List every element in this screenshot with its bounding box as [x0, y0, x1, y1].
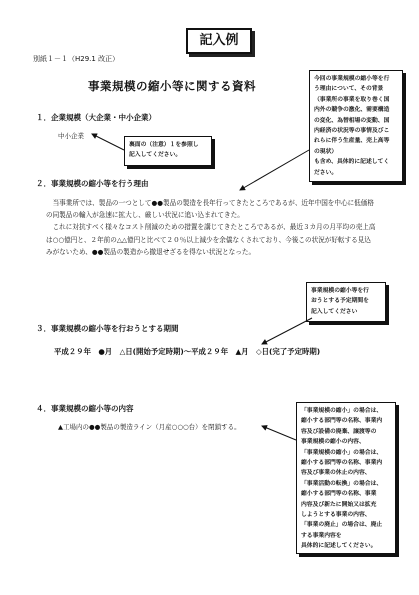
content-note-line: 内容及び新たに開始又は拡充: [301, 501, 377, 508]
period-arrow: [262, 318, 312, 344]
content-note-line: 「事業規模の縮小」の場合は、: [301, 408, 383, 414]
content-arrow: [262, 426, 296, 440]
document-badge: 記入例: [186, 28, 252, 54]
reduction-content: ▲工場内の●●製品の製造ライン（月産○○○台）を閉鎖する。: [58, 423, 241, 431]
reason-note-line: 内経済の状況等の事情及びこ: [314, 128, 390, 135]
reason-note-line: の現状）: [314, 148, 338, 155]
form-number: 別紙１－１（H29.1 改正）: [33, 55, 120, 63]
content-note-line: 容及び設備の廃棄、譲渡等の: [301, 428, 377, 435]
reason-note-line: う理由について、その背景: [314, 86, 384, 93]
company-size-value: 中小企業: [58, 132, 84, 140]
section4-heading: ４．事業規模の縮小等の内容: [36, 404, 134, 413]
period-note-line: おうとする予定期間を: [311, 298, 369, 305]
section3-heading: ３．事業規模の縮小等を行おうとする期間: [36, 324, 179, 333]
reason-arrow: [240, 150, 309, 190]
period-value: 平成２９年 ●月 △日(開始予定時期)～平成２９年 ▲月 ◇日(完了予定時期): [54, 347, 321, 356]
content-note-line: 具体的に記述してください。: [301, 543, 377, 550]
content-note-line: 「事業活動の転換」の場合は、: [301, 480, 383, 487]
reason-note-line: （事業所の事業を取り巻く国: [314, 96, 390, 103]
section2-heading: ２．事業規模の縮小等を行う理由: [36, 179, 149, 188]
content-note-line: 「事業規模の縮小」の場合は、: [301, 449, 383, 456]
period-note-line: 記入してください: [311, 308, 358, 315]
content-note-line: 縮小する部門等の名称、事業内: [301, 418, 383, 425]
size-note-line: 記入してください。: [129, 152, 182, 159]
size-note-line: 裏面の（注意）１を参照し: [129, 142, 199, 148]
content-note-line: 事業規模の縮小の内容、: [301, 439, 365, 446]
size-arrow: [92, 134, 124, 150]
reason-paragraph-2: これに対抗すべく様々なコスト削減のための措置を講じてきたところであるが、最近３カ月の月平均の売上高は○○億円と、２年前の△△億円と比べて２０％以上減少を余儀なくされており、今後この状況が好転する見込みがないため、●●製品の製造から撤退せざるを得ない状況となった。: [46, 223, 376, 256]
period-note-line: 事業規模の縮小等を行: [311, 288, 369, 294]
content-note-line: 縮小する部門等の名称、事業内: [301, 460, 383, 467]
content-note-line: する事業内容を: [301, 532, 342, 539]
content-note-line: 縮小する部門等の名称、事業: [301, 491, 377, 498]
content-note-line: 容及び事業の休止の内容、: [301, 470, 371, 477]
section1-heading: １．企業規模（大企業・中小企業）: [36, 113, 156, 122]
document-title: 事業規模の縮小等に関する資料: [88, 79, 256, 93]
reason-note-line: の変化、為替相場の変動、国: [314, 117, 390, 124]
reason-note-line: ださい。: [314, 169, 338, 176]
reason-note-line: れらに伴う生産量、売上高等: [314, 138, 390, 145]
content-note-line: しようとする事業の内容、: [301, 512, 371, 519]
reason-note-line: も含め、具体的に記述してく: [314, 159, 390, 166]
reason-paragraph-1: 当事業所では、製品の一つとして●●製品の製造を長年行ってきたところであるが、近年中国を中心に低価格の同製品の輸入が急速に拡大し、厳しい状況に追い込まれてきた。: [46, 199, 374, 220]
content-note-line: 「事業の廃止」の場合は、廃止: [301, 522, 383, 529]
reason-note-line: 内外の競争の激化、需要構造: [314, 107, 390, 114]
reason-note-line: 今回の事業規模の縮小等を行: [314, 76, 390, 82]
